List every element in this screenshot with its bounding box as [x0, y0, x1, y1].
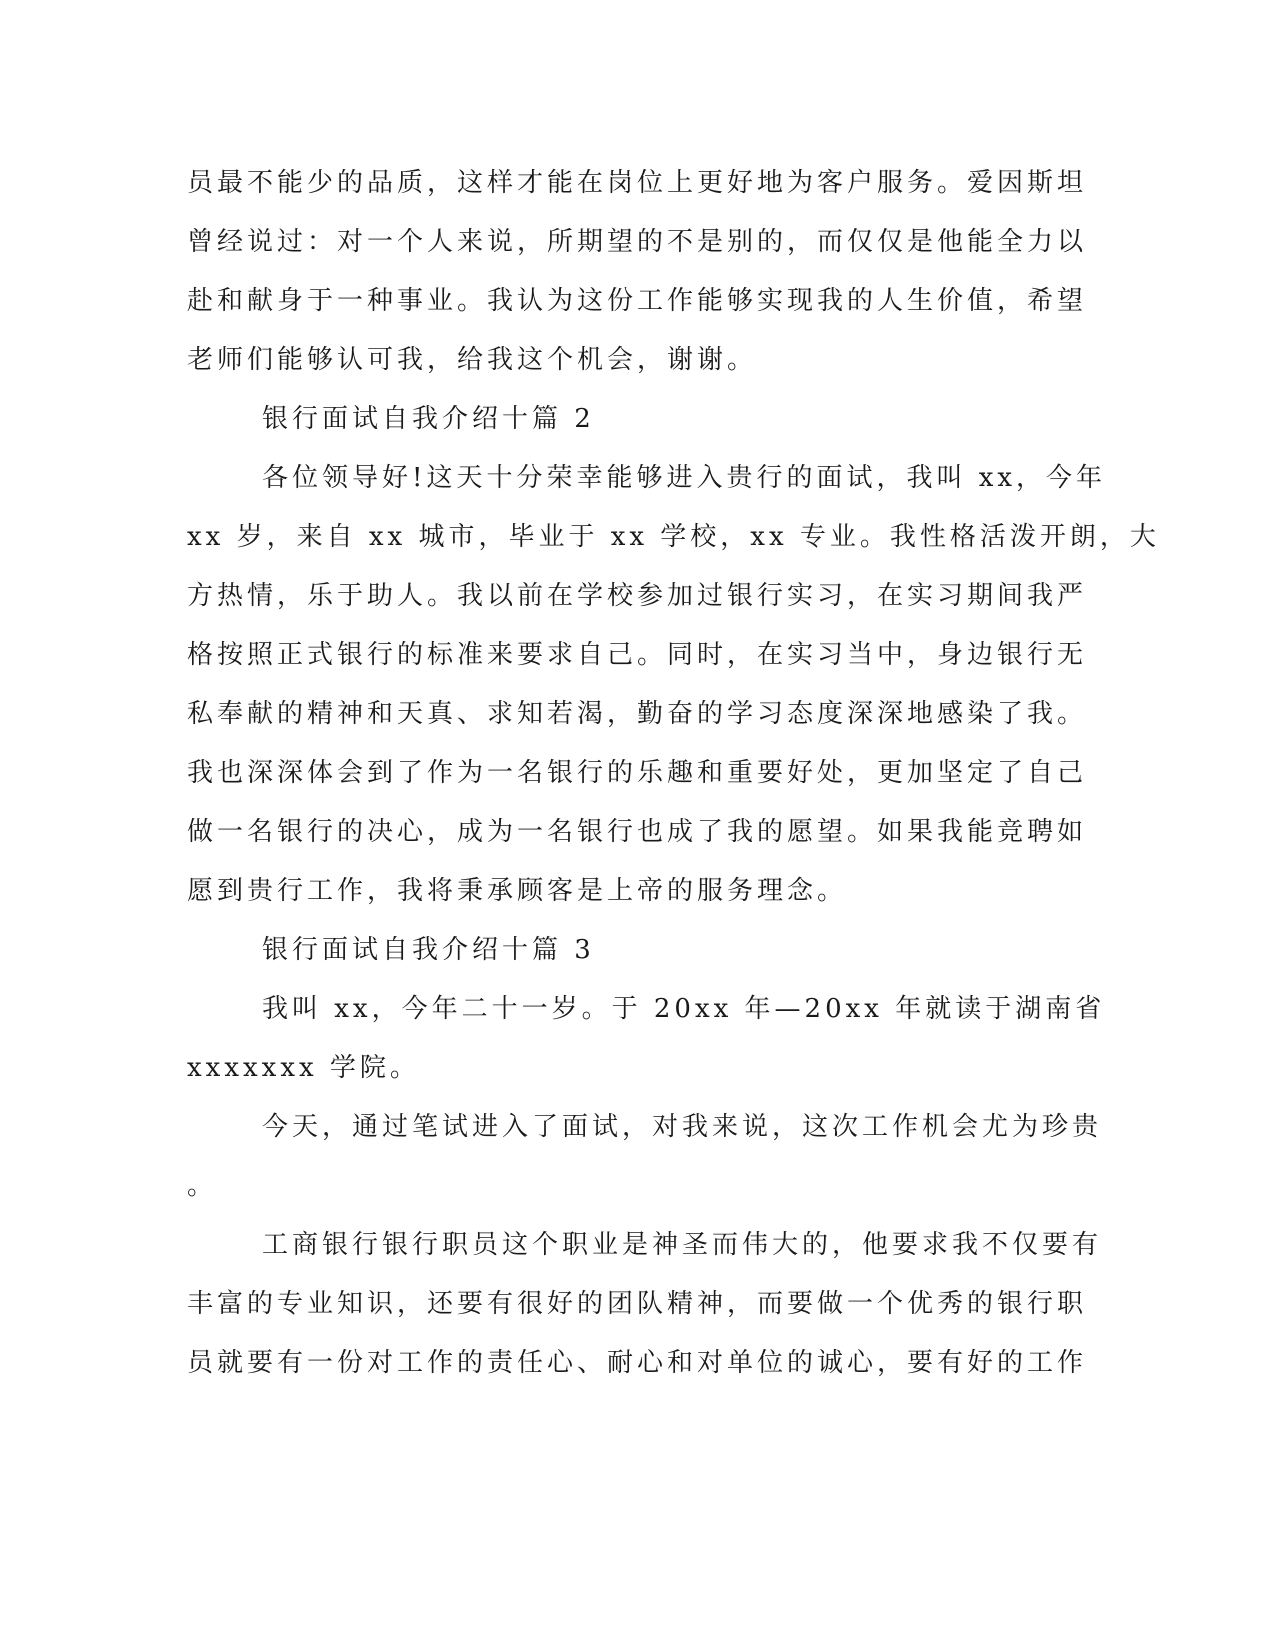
text-line: 今天，通过笔试进入了面试，对我来说，这次工作机会尤为珍贵 — [262, 1112, 1103, 1142]
text-line: 各位领导好!这天十分荣幸能够进入贵行的面试，我叫 xx，今年 — [262, 463, 1107, 493]
text-line: 做一名银行的决心，成为一名银行也成了我的愿望。如果我能竞聘如 — [187, 817, 1088, 847]
text-line: 我叫 xx，今年二十一岁。于 20xx 年—20xx 年就读于湖南省 — [262, 994, 1106, 1024]
text-line: 我也深深体会到了作为一名银行的乐趣和重要好处，更加坚定了自己 — [187, 758, 1088, 788]
text-line: 方热情，乐于助人。我以前在学校参加过银行实习，在实习期间我严 — [187, 581, 1088, 611]
text-line: xx 岁，来自 xx 城市，毕业于 xx 学校，xx 专业。我性格活泼开朗，大 — [187, 522, 1160, 552]
section-heading: 银行面试自我介绍十篇 3 — [262, 935, 595, 965]
text-line: 愿到贵行工作，我将秉承顾客是上帝的服务理念。 — [187, 876, 848, 906]
text-line: 曾经说过：对一个人来说，所期望的不是别的，而仅仅是他能全力以 — [187, 227, 1088, 257]
text-line: 员最不能少的品质，这样才能在岗位上更好地为客户服务。爱因斯坦 — [187, 168, 1088, 198]
text-line: 私奉献的精神和天真、求知若渴，勤奋的学习态度深深地感染了我。 — [187, 699, 1088, 729]
text-line: 丰富的专业知识，还要有很好的团队精神，而要做一个优秀的银行职 — [187, 1289, 1088, 1319]
text-line: xxxxxxx 学院。 — [187, 1053, 420, 1083]
text-line: 。 — [187, 1171, 218, 1201]
text-line: 格按照正式银行的标准来要求自己。同时，在实习当中，身边银行无 — [187, 640, 1088, 670]
text-line: 工商银行银行职员这个职业是神圣而伟大的，他要求我不仅要有 — [262, 1230, 1103, 1260]
text-line: 赴和献身于一种事业。我认为这份工作能够实现我的人生价值，希望 — [187, 286, 1088, 316]
text-line: 老师们能够认可我，给我这个机会，谢谢。 — [187, 345, 758, 375]
section-heading: 银行面试自我介绍十篇 2 — [262, 404, 595, 434]
text-line: 员就要有一份对工作的责任心、耐心和对单位的诚心，要有好的工作 — [187, 1348, 1088, 1378]
